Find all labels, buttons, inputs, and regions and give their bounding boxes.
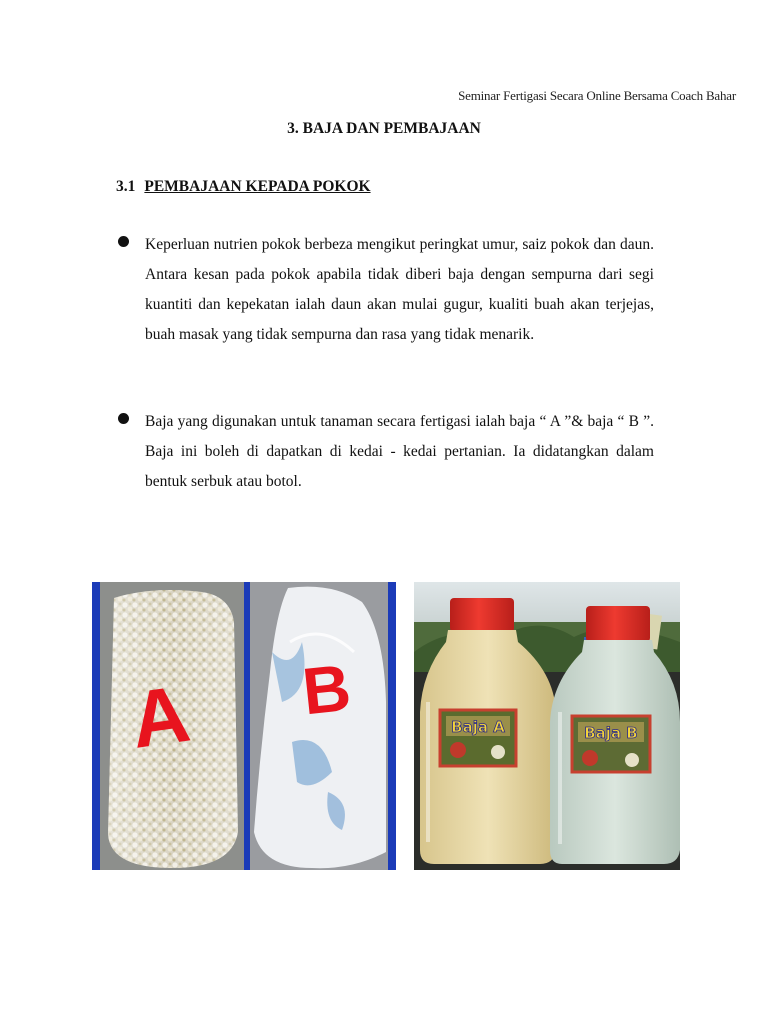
label-a-text: Baja A bbox=[451, 718, 505, 736]
cap-b bbox=[586, 606, 650, 642]
label-b-text: Baja B bbox=[584, 724, 638, 742]
bullet-text: Baja yang digunakan untuk tanaman secara fertigasi ialah baja “ A ”& baja “ B ”. Baja ini boleh di dapatkan di kedai - kedai pertanian. Ia didatangkan dalam bentuk serbuk atau botol. bbox=[145, 413, 654, 490]
section-title: PEMBAJAAN KEPADA POKOK bbox=[144, 178, 371, 195]
fertilizer-bottles-illustration bbox=[414, 582, 680, 870]
chapter-title: 3. BAJA DAN PEMBAJAAN bbox=[287, 120, 481, 137]
bullet-item bbox=[118, 407, 654, 497]
letter-a: A bbox=[125, 668, 195, 765]
bullet-item bbox=[118, 230, 654, 350]
section-heading bbox=[116, 178, 371, 196]
section-number: 3.1 bbox=[116, 178, 136, 195]
fertilizer-bags-photo bbox=[92, 582, 396, 870]
fertilizer-bottles-photo bbox=[414, 582, 680, 870]
fertilizer-bags-illustration bbox=[92, 582, 396, 870]
bullet-icon bbox=[118, 413, 129, 424]
bullet-icon bbox=[118, 236, 129, 247]
bullet-text: Keperluan nutrien pokok berbeza mengikut peringkat umur, saiz pokok dan daun. Antara kesan pada pokok apabila tidak diberi baja dengan sempurna dari segi kuantiti dan kepekatan ialah daun akan mulai gugur, kualiti buah akan terjejas, buah masak yang tidak sempurna dan rasa yang tidak menarik. bbox=[145, 236, 654, 343]
letter-b: B bbox=[299, 649, 355, 729]
cap-a bbox=[450, 598, 514, 632]
page-header: Seminar Fertigasi Secara Online Bersama Coach Bahar bbox=[458, 88, 736, 103]
